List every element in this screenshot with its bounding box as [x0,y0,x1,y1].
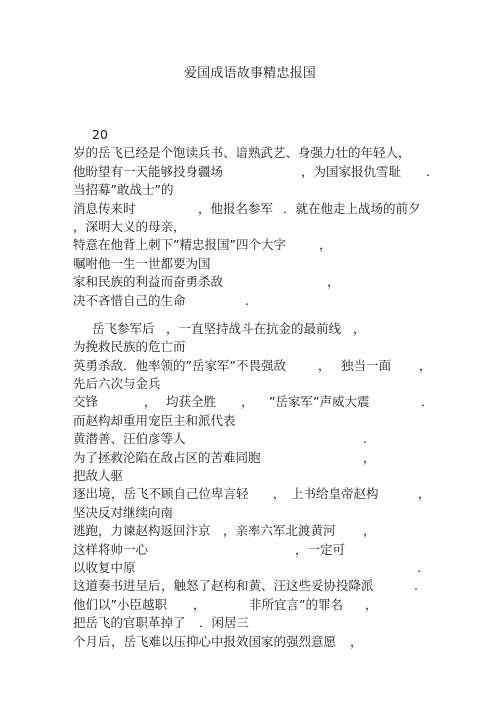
text-segment: 把敌人驱 [73,468,124,484]
text-segment: . [414,578,418,594]
text-line [73,522,473,540]
text-line [73,596,473,614]
text-segment: ， [241,394,254,410]
text-segment: 家和民族的利益而奋勇杀敌 [73,274,224,290]
text-segment: 交锋 [73,394,99,410]
text-segment: ，亲率六军北渡黄河 [223,523,336,539]
text-line [73,163,473,181]
text-segment: 逃跑 [73,523,99,539]
text-segment: 坚决反对继续向南 [73,504,174,520]
paragraph-gap [73,310,473,320]
text-segment: ， [327,274,340,290]
text-segment: ， [363,523,376,539]
text-segment: ，为国家报仇雪耻 [301,163,402,179]
text-segment: 决不吝惜自己的生命 [73,292,186,308]
text-line [73,467,473,485]
text-segment: ， [144,394,157,410]
text-line [73,449,473,467]
text-segment: ．就在他走上战场的前夕 [283,200,421,216]
text-segment: 非所宜言”的罪名 [249,596,343,612]
text-segment: . [245,292,249,308]
text-segment: ， [418,486,431,502]
text-segment: . [417,559,421,575]
text-line [73,273,473,291]
text-line [73,504,473,522]
text-line [73,559,473,577]
text-segment: 均获全胜 [166,394,217,410]
text-segment: ，一定可 [295,541,346,557]
text-segment: 为挽救民族的危亡而 [73,339,186,355]
text-line [73,541,473,559]
text-segment: 逐出境 [73,486,111,502]
text-line [73,218,473,236]
text-line [73,577,473,595]
text-segment: ，深明大义的母亲， [73,218,186,234]
text-segment: 这样将帅一心 [73,541,149,557]
text-segment: ， [319,237,332,253]
text-segment: ， [363,449,376,465]
text-segment: 黄潜善、汪伯彦等人 [73,431,186,447]
text-segment: ， [419,357,432,373]
text-segment: ， [273,486,286,502]
text-segment: ， [350,633,363,649]
text-segment: ．他率领的”岳家军”不畏强敌 [123,357,286,373]
document-body [73,126,473,651]
text-segment: 嘱咐他一生一世都要为国 [73,255,211,271]
text-segment: 特意在他背上刺下”精忠报国”四个大字 [73,237,286,253]
text-segment: ． [421,394,434,410]
text-segment: 他们以”小臣越职 [73,596,167,612]
text-segment: 消息传来时 [73,200,136,216]
text-segment: 20 [92,127,108,142]
text-segment: 把岳飞的官职革掉了 [73,615,186,631]
text-segment: 独当一面 [341,357,392,373]
text-segment: 以收复中原 [73,559,136,575]
text-line [73,126,473,144]
text-line [73,393,473,411]
text-segment: . [363,431,367,447]
text-segment: 当招募”敢战士”的 [73,182,174,198]
text-line [73,200,473,218]
text-line [73,144,473,162]
text-segment: ， [353,320,366,336]
text-line [73,236,473,254]
document-title: 爱国成语故事精忠报国 [183,66,316,81]
text-segment: ，力谏赵构返回汴京 [98,523,211,539]
text-segment: 岳飞参军后 [92,320,155,336]
text-line [73,181,473,199]
text-line [73,292,473,310]
text-segment: ，岳飞不顾自己位卑言轻 [111,486,249,502]
text-line [73,375,473,393]
text-segment: 上书给皇帝赵构 [291,486,379,502]
text-line [73,412,473,430]
text-segment: ，他报名参军 [198,200,274,216]
text-segment: 岁的岳飞已经是个饱读兵书、谙熟武艺、身强力壮的年轻人， [73,145,411,161]
text-segment: 为了拯救沦陷在敌占区的苦难同胞 [73,449,261,465]
text-line [73,320,473,338]
text-segment: . [426,163,430,179]
text-line [73,614,473,632]
text-segment: ，一直坚持战斗在抗金的最前线 [166,320,342,336]
text-segment: 英勇杀敌 [73,357,124,373]
text-segment: ，岳飞难以压抑心中报效国家的强烈意愿 [111,633,337,649]
text-segment: ，触怒了赵构和黄、汪这些妥协投降派 [161,578,374,594]
text-line [73,255,473,273]
text-segment: ， [318,357,331,373]
text-segment: 他盼望有一天能够投身疆场 [73,163,224,179]
text-segment: 先后六次与金兵 [73,376,161,392]
text-line [73,357,473,375]
text-line [73,633,473,651]
text-segment: 这道奏书进呈后 [73,578,161,594]
text-line [73,430,473,448]
text-segment: ， [365,596,378,612]
text-segment: ”岳家军”声威大震 [269,394,370,410]
text-segment: ．闲居三 [199,615,250,631]
text-segment: ， [193,596,206,612]
text-line [73,485,473,503]
text-line [73,338,473,356]
text-segment: 个月后 [73,633,111,649]
text-segment: 而赵构却重用宠臣主和派代表 [73,412,236,428]
